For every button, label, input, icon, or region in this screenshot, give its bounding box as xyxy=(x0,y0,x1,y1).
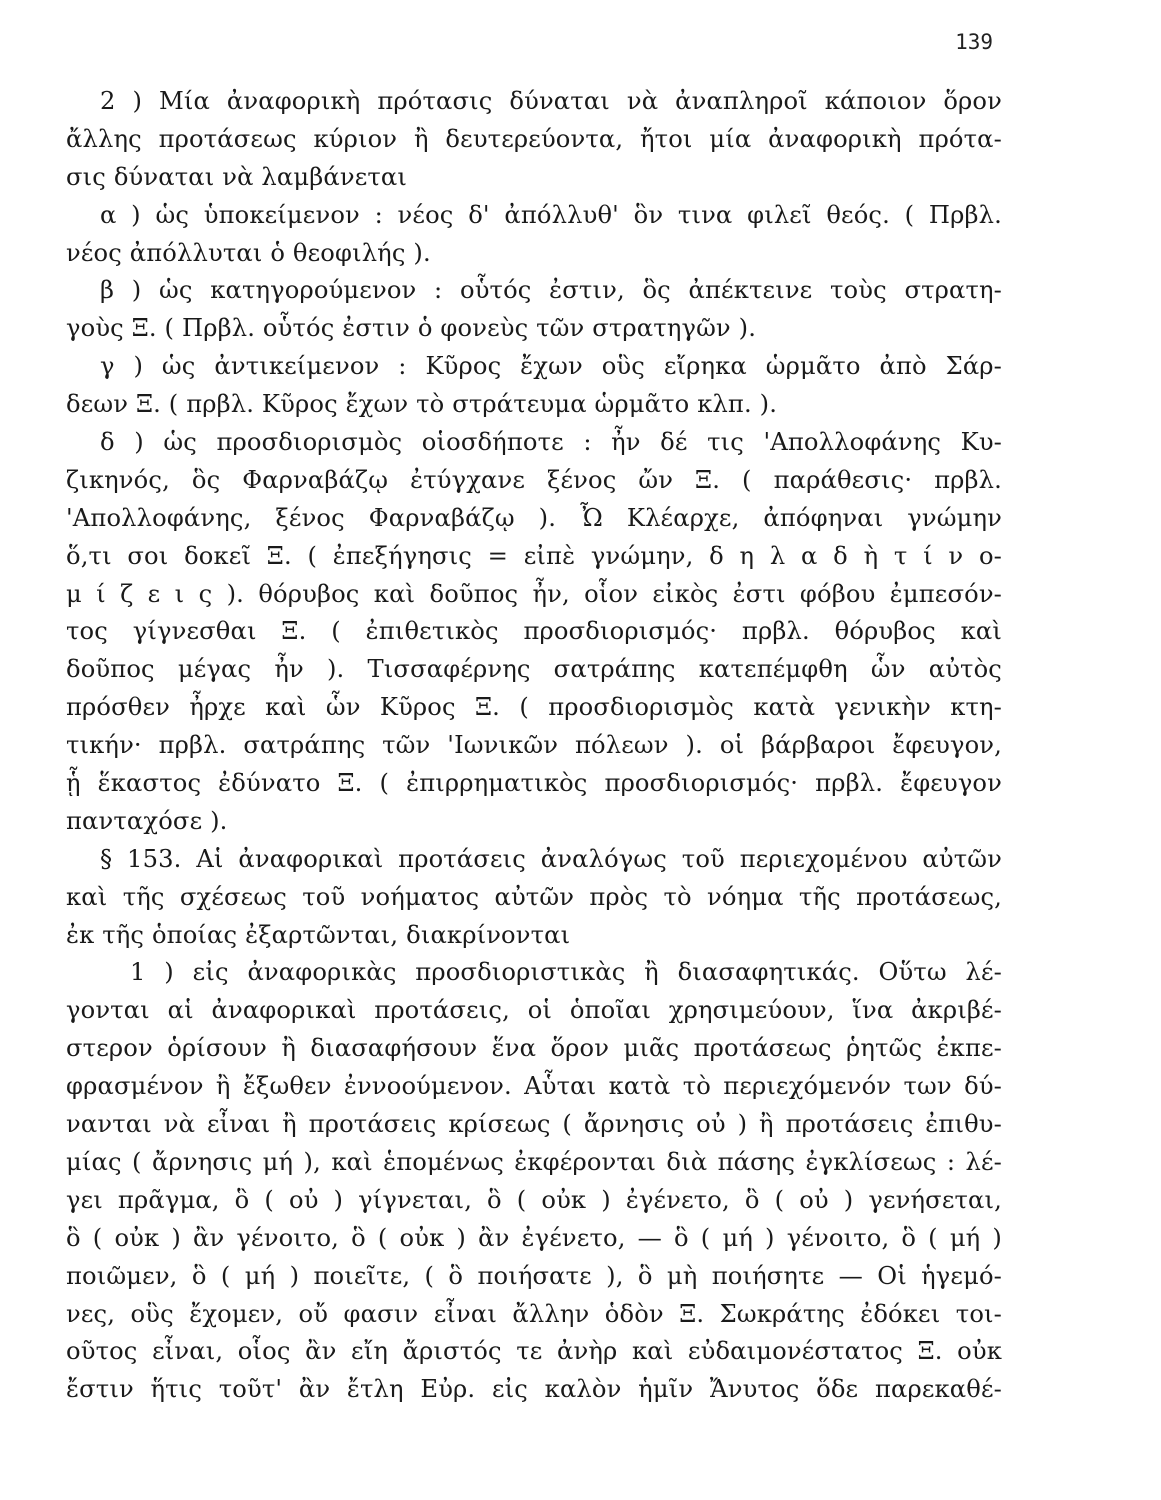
text-line: νες, οὓς ἔχομεν, οὔ φασιν εἶναι ἄλλην ὁδὸν Ξ. Σωκράτης ἐδόκει τοι- xyxy=(66,1299,1002,1328)
text-line: μ ί ζ ε ι ς ). θόρυβος καὶ δοῦπος ἦν, οἷον εἰκὸς ἐστι φόβου ἐμπεσόν- xyxy=(66,579,1002,608)
text-line: 'Απολλοφάνης, ξένος Φαρναβάζῳ ). Ὦ Κλέαρχε, ἀπόφηναι γνώμην xyxy=(66,503,1002,532)
text-line: οῦτος εἶναι, οἷος ἂν εἴη ἄριστός τε ἀνὴρ καὶ εὐδαιμονέστατος Ξ. οὐκ xyxy=(66,1337,1002,1366)
text-line: στερον ὁρίσουν ἢ διασαφήσουν ἕνα ὅρον μιᾶς προτάσεως ῥητῶς ἐκπε- xyxy=(66,1034,1002,1063)
text-line: δεων Ξ. ( πρβλ. Κῦρος ἔχων τὸ στράτευμα ὡρμᾶτο κλπ. ). xyxy=(66,390,778,419)
text-line: πανταχόσε ). xyxy=(66,806,228,835)
text-line: σις δύναται νὰ λαμβάνεται xyxy=(66,162,408,191)
body-text xyxy=(66,83,1002,1409)
text-line: γονται αἱ ἀναφορικαὶ προτάσεις, οἱ ὁποῖαι χρησιμεύουν, ἵνα ἀκριβέ- xyxy=(66,996,1002,1025)
text-line: τος γίγνεσθαι Ξ. ( ἐπιθετικὸς προσδιορισμός· πρβλ. θόρυβος καὶ xyxy=(66,617,1002,646)
text-line: νανται νὰ εἶναι ἢ προτάσεις κρίσεως ( ἄρνησις οὐ ) ἢ προτάσεις ἐπιθυ- xyxy=(66,1110,1002,1139)
text-line: 2 ) Μία ἀναφορικὴ πρότασις δύναται νὰ ἀναπληροῖ κάποιον ὅρον xyxy=(100,87,1002,115)
text-line: δ ) ὡς προσδιορισμὸς οἱοσδήποτε : ἦν δέ τις 'Απολλοφάνης Κυ- xyxy=(100,428,1002,457)
text-line: α ) ὡς ὑποκείμενον : νέος δ' ἀπόλλυθ' ὃν τινα φιλεῖ θεός. ( Πρβλ. xyxy=(100,200,1002,229)
text-line: γοὺς Ξ. ( Πρβλ. οὗτός ἐστιν ὁ φονεὺς τῶν στρατηγῶν ). xyxy=(66,314,757,343)
text-line: ᾗ ἕκαστος ἐδύνατο Ξ. ( ἐπιρρηματικὸς προσδιορισμός· πρβλ. ἔφευγον xyxy=(66,769,1002,798)
text-line: μίας ( ἄρνησις μή ), καὶ ἑπομένως ἐκφέρονται διὰ πάσης ἐγκλίσεως : λέ- xyxy=(66,1147,1002,1176)
text-line: ἐκ τῆς ὁποίας ἐξαρτῶνται, διακρίνονται xyxy=(66,920,571,949)
text-line: ὅ,τι σοι δοκεῖ Ξ. ( ἐπεξήγησις = εἰπὲ γνώμην, δ η λ α δ ὴ τ ί ν ο- xyxy=(66,541,1002,570)
text-line: γ ) ὡς ἀντικείμενον : Κῦρος ἔχων οὓς εἴρηκα ὡρμᾶτο ἀπὸ Σάρ- xyxy=(100,352,1002,381)
text-line: φρασμένον ἢ ἔξωθεν ἐννοούμενον. Αὗται κατὰ τὸ περιεχόμενόν των δύ- xyxy=(66,1072,1002,1101)
text-line: ποιῶμεν, ὃ ( μή ) ποιεῖτε, ( ὃ ποιήσατε ), ὃ μὴ ποιήσητε — Οἱ ἡγεμό- xyxy=(66,1261,1002,1290)
text-line: ὃ ( οὐκ ) ἂν γένοιτο, ὃ ( οὐκ ) ἂν ἐγένετο, — ὃ ( μή ) γένοιτο, ὃ ( μή ) xyxy=(66,1223,1002,1252)
text-line: καὶ τῆς σχέσεως τοῦ νοήματος αὐτῶν πρὸς τὸ νόημα τῆς προτάσεως, xyxy=(66,882,1002,911)
text-line: τικήν· πρβλ. σατράπης τῶν 'Ιωνικῶν πόλεων ). οἱ βάρβαροι ἔφευγον, xyxy=(66,731,1002,760)
text-line: 1 ) εἰς ἀναφορικὰς προσδιοριστικὰς ἢ διασαφητικάς. Οὕτω λέ- xyxy=(130,958,1002,987)
text-line: ζικηνός, ὃς Φαρναβάζῳ ἐτύγχανε ξένος ὤν Ξ. ( παράθεσις· πρβλ. xyxy=(66,465,1002,494)
text-line: ἔστιν ἥτις τοῦτ' ἂν ἔτλη Εὐρ. εἰς καλὸν ἡμῖν Ἄνυτος ὅδε παρεκαθέ- xyxy=(66,1375,1002,1404)
text-line: πρόσθεν ἦρχε καὶ ὧν Κῦρος Ξ. ( προσδιορισμὸς κατὰ γενικὴν κτη- xyxy=(66,693,1002,722)
text-line: ἄλλης προτάσεως κύριον ἢ δευτερεύοντα, ἤτοι μία ἀναφορικὴ πρότα- xyxy=(66,124,1002,153)
text-line: γει πρᾶγμα, ὃ ( οὐ ) γίγνεται, ὃ ( οὐκ ) ἐγένετο, ὃ ( οὐ ) γενήσεται, xyxy=(66,1185,1002,1214)
text-line: β ) ὡς κατηγορούμενον : οὗτός ἐστιν, ὃς ἀπέκτεινε τοὺς στρατη- xyxy=(100,276,1002,305)
text-line: νέος ἀπόλλυται ὁ θεοφιλής ). xyxy=(66,238,431,267)
text-line: § 153. Αἱ ἀναφορικαὶ προτάσεις ἀναλόγως τοῦ περιεχομένου αὐτῶν xyxy=(100,844,1002,873)
page-number: 139 xyxy=(955,30,993,54)
text-line: δοῦπος μέγας ἦν ). Τισσαφέρνης σατράπης κατεπέμφθη ὧν αὐτὸς xyxy=(66,655,1002,684)
